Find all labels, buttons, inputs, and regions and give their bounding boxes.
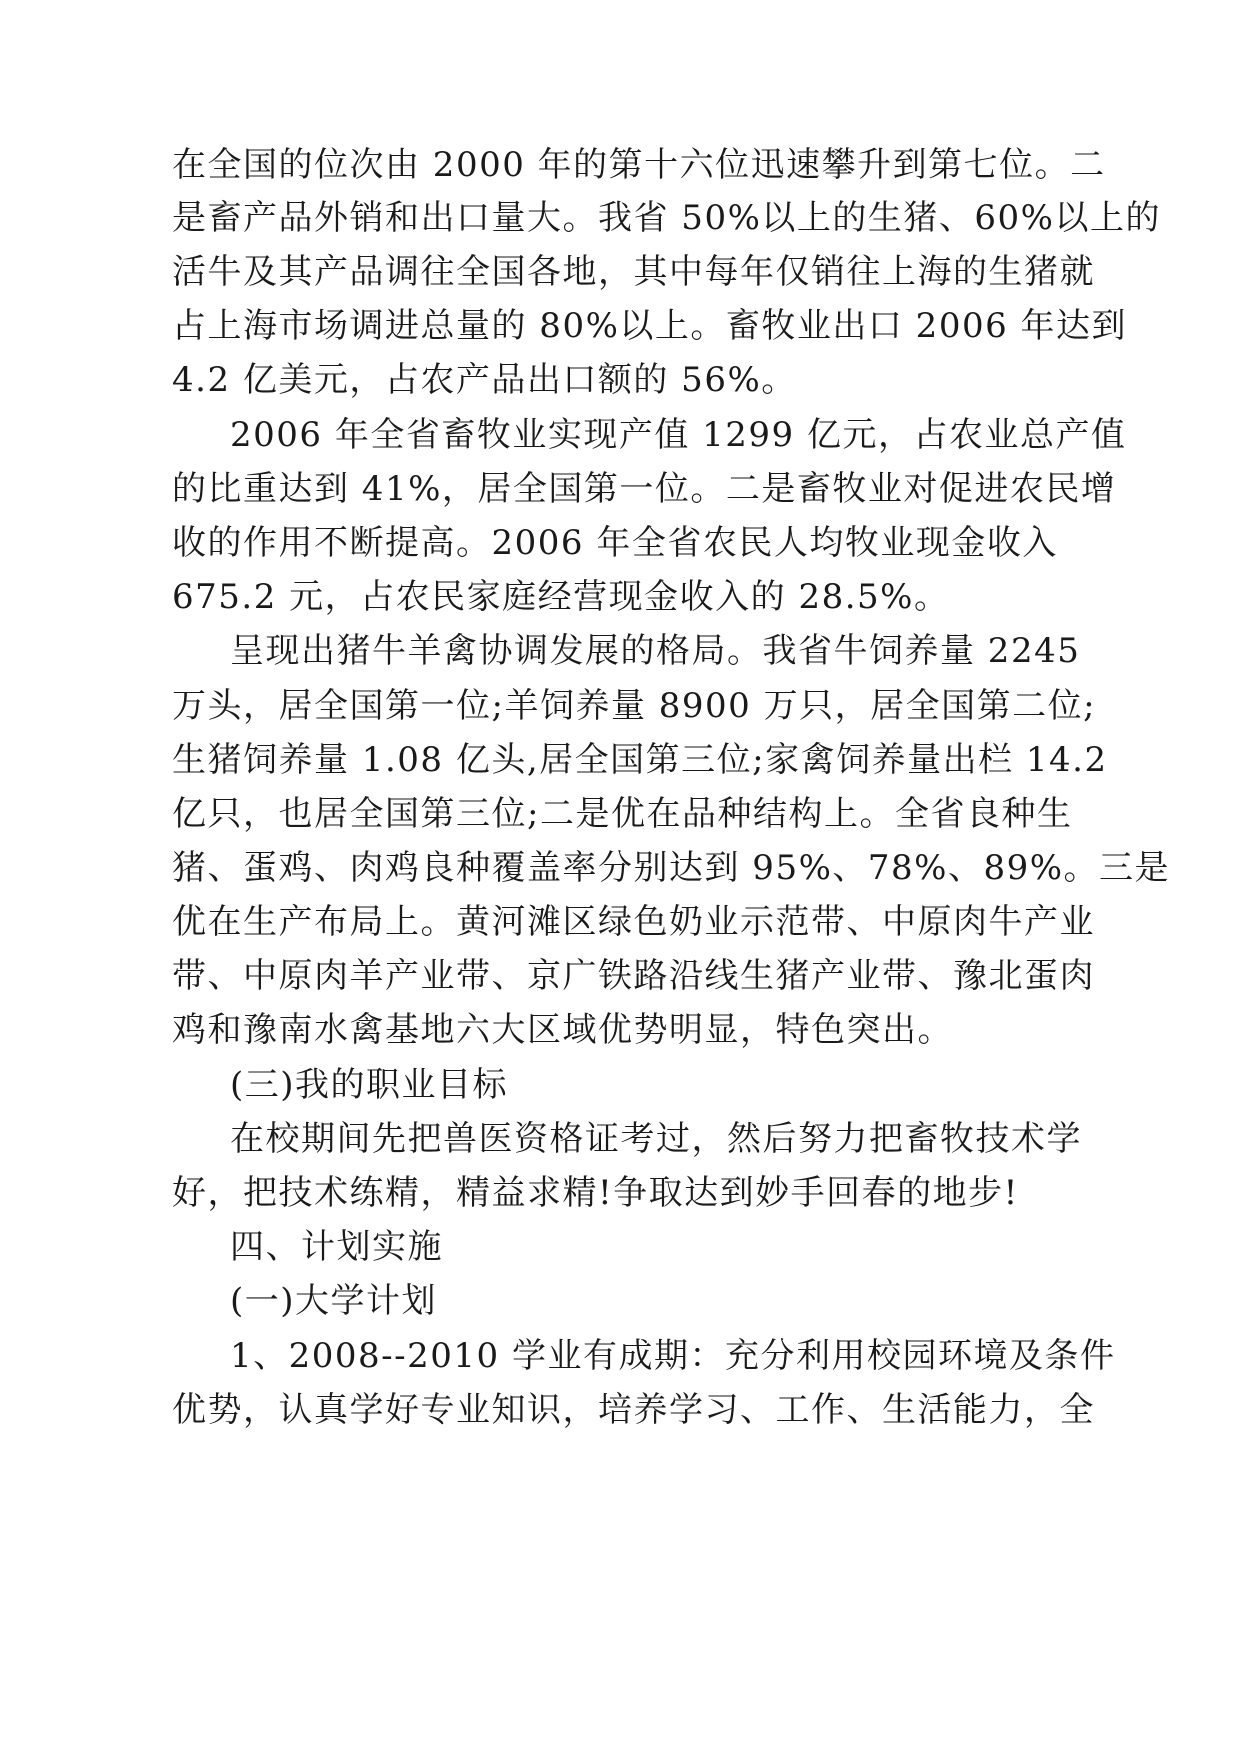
text-line: 优在生产布局上。黄河滩区绿色奶业示范带、中原肉牛产业 bbox=[172, 902, 1095, 942]
text-line: 收的作用不断提高。2006 年全省农民人均牧业现金收入 bbox=[172, 523, 1058, 563]
text-line: 的比重达到 41%，居全国第一位。二是畜牧业对促进农民增 bbox=[172, 469, 1117, 509]
section-heading: (一)大学计划 bbox=[230, 1281, 438, 1321]
text-line: 2006 年全省畜牧业实现产值 1299 亿元，占农业总产值 bbox=[230, 415, 1127, 455]
section-heading: (三)我的职业目标 bbox=[230, 1065, 509, 1105]
text-line: 鸡和豫南水禽基地六大区域优势明显，特色突出。 bbox=[172, 1010, 953, 1050]
text-line: 675.2 元，占农民家庭经营现金收入的 28.5%。 bbox=[172, 577, 950, 617]
text-line: 在校期间先把兽医资格证考过，然后努力把畜牧技术学 bbox=[230, 1119, 1082, 1159]
text-line: 是畜产品外销和出口量大。我省 50%以上的生猪、60%以上的 bbox=[172, 198, 1161, 238]
text-line: 4.2 亿美元，占农产品出口额的 56%。 bbox=[172, 360, 797, 400]
text-line: 亿只，也居全国第三位;二是优在品种结构上。全省良种生 bbox=[172, 794, 1073, 834]
text-line: 猪、蛋鸡、肉鸡良种覆盖率分别达到 95%、78%、89%。三是 bbox=[172, 848, 1171, 888]
text-line: 优势，认真学好专业知识，培养学习、工作、生活能力，全 bbox=[172, 1390, 1095, 1430]
text-line: 活牛及其产品调往全国各地，其中每年仅销往上海的生猪就 bbox=[172, 252, 1095, 292]
text-line: 1、2008--2010 学业有成期：充分利用校园环境及条件 bbox=[230, 1336, 1116, 1376]
text-line: 好，把技术练精，精益求精!争取达到妙手回春的地步! bbox=[172, 1173, 1019, 1213]
text-line: 生猪饲养量 1.08 亿头,居全国第三位;家禽饲养量出栏 14.2 bbox=[172, 740, 1108, 780]
text-line: 呈现出猪牛羊禽协调发展的格局。我省牛饲养量 2245 bbox=[230, 631, 1081, 671]
section-heading: 四、计划实施 bbox=[230, 1227, 443, 1267]
text-line: 万头，居全国第一位;羊饲养量 8900 万只，居全国第二位; bbox=[172, 686, 1097, 726]
text-line: 在全国的位次由 2000 年的第十六位迅速攀升到第七位。二 bbox=[172, 145, 1106, 185]
text-line: 带、中原肉羊产业带、京广铁路沿线生猪产业带、豫北蛋肉 bbox=[172, 956, 1095, 996]
text-line: 占上海市场调进总量的 80%以上。畜牧业出口 2006 年达到 bbox=[172, 306, 1128, 346]
